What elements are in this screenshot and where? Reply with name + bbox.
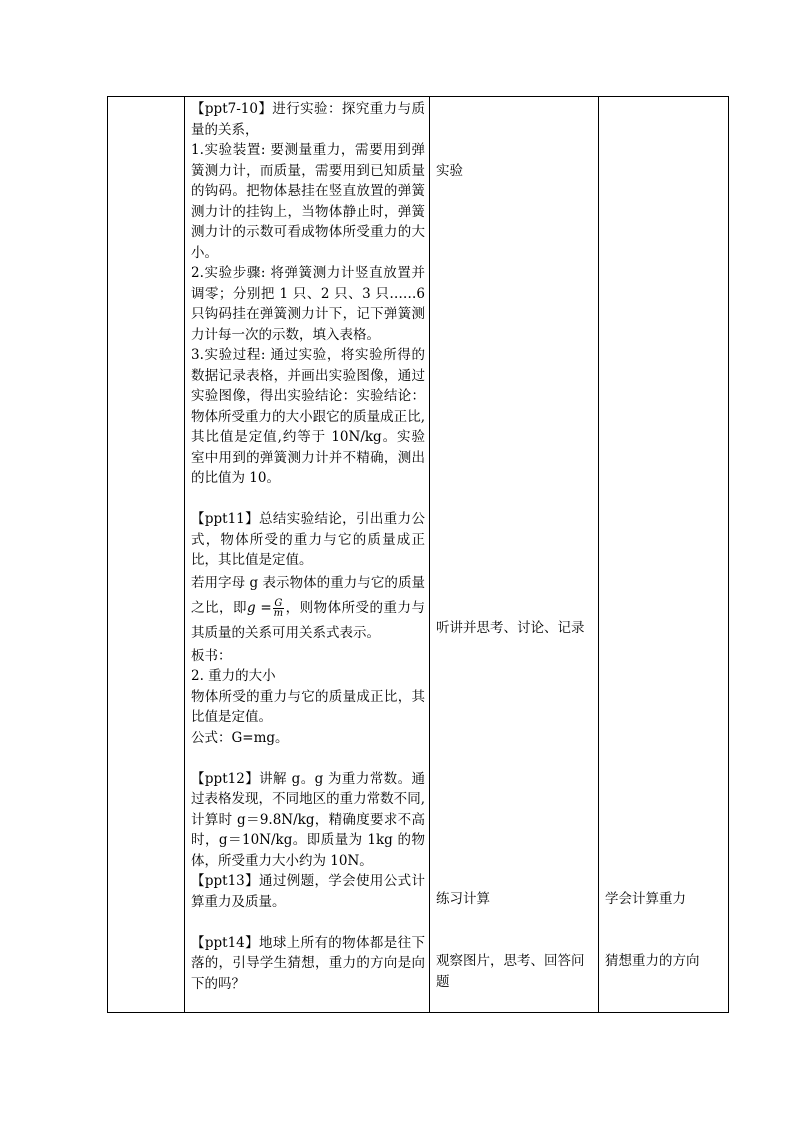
experiment-conclusion: 【ppt11】总结实验结论，引出重力公式，物体所受的重力与它的质量成正比，其比值是定值。 bbox=[191, 511, 425, 568]
teacher-activity-text bbox=[191, 99, 425, 994]
experiment-intro: 【ppt7-10】进行实验：探究重力与质量的关系， bbox=[191, 101, 425, 138]
formula-numerator: G bbox=[274, 597, 283, 609]
table-row bbox=[108, 97, 729, 1013]
lesson-plan-table bbox=[107, 96, 729, 1013]
experiment-apparatus: 1.实验装置: 要测量重力，需要用到弹簧测力计，而质量，需要用到已知质量的钩码。把物体悬挂在竖直放置的弹簧测力计的挂钩上，当物体静止时，弹簧测力计的示数可看成物体所受重力的大小。 bbox=[191, 142, 425, 261]
blackboard-heading: 2. 重力的大小 bbox=[191, 668, 276, 684]
teacher-activity-cell bbox=[185, 97, 430, 1013]
formula-fraction bbox=[273, 599, 284, 618]
student-activity-observe: 观察图片，思考、回答问题 bbox=[436, 953, 585, 990]
design-intent-cell bbox=[599, 97, 729, 1013]
gravity-direction-text: 【ppt14】地球上所有的物体都是往下落的，引导学生猜想，重力的方向是向下的吗？ bbox=[191, 934, 425, 992]
formula-intro: 若用字母 g 表示物体的重力与它的质量之比，即 bbox=[191, 574, 425, 616]
design-intent-calculate: 学会计算重力 bbox=[605, 891, 686, 907]
blackboard-formula: 公式：G=mg。 bbox=[191, 729, 289, 746]
blackboard-label: 板书： bbox=[191, 647, 232, 664]
student-activity-experiment: 实验 bbox=[436, 163, 463, 179]
formula-denominator: m bbox=[273, 607, 284, 619]
formula-outro: ，则物体所受的重力与其质量的关系可用关系式表示。 bbox=[191, 599, 425, 641]
experiment-process: 3.实验过程: 通过实验，将实验所得的数据记录表格，并画出实验图像，通过实验图像，得出实验结论：实验结论：物体所受重力的大小跟它的质量成正比,其比值是定值,约等于 10N/kg。实验室中用到的弹簧测力计并不精确，测出的比值为 10。 bbox=[191, 347, 425, 486]
blackboard-statement: 物体所受的重力与它的质量成正比，其比值是定值。 bbox=[191, 688, 425, 725]
formula-lhs: g = bbox=[246, 599, 272, 616]
student-activity-listen: 听讲并思考、讨论、记录 bbox=[436, 620, 585, 636]
stage-column-cell bbox=[108, 97, 185, 1013]
design-intent-guess: 猜想重力的方向 bbox=[605, 953, 700, 969]
example-text: 【ppt13】通过例题，学会使用公式计算重力及质量。 bbox=[191, 873, 425, 910]
student-activity-practice: 练习计算 bbox=[436, 891, 490, 907]
student-activity-cell bbox=[430, 97, 599, 1013]
formula-paragraph bbox=[191, 571, 425, 646]
experiment-steps: 2.实验步骤: 将弹簧测力计竖直放置并调零；分别把 1 只、2 只、3 只……6 只钩码挂在弹簧测力计下，记下弹簧测力计每一次的示数，填入表格。 bbox=[191, 265, 425, 343]
gravity-constant-text: 【ppt12】讲解 g。g 为重力常数。通过表格发现，不同地区的重力常数不同, 计算时 g＝9.8N/kg，精确度要求不高时，g＝10N/kg。即质量为 1kg 的物体，所受重力大小约为 10N。 bbox=[191, 770, 425, 869]
